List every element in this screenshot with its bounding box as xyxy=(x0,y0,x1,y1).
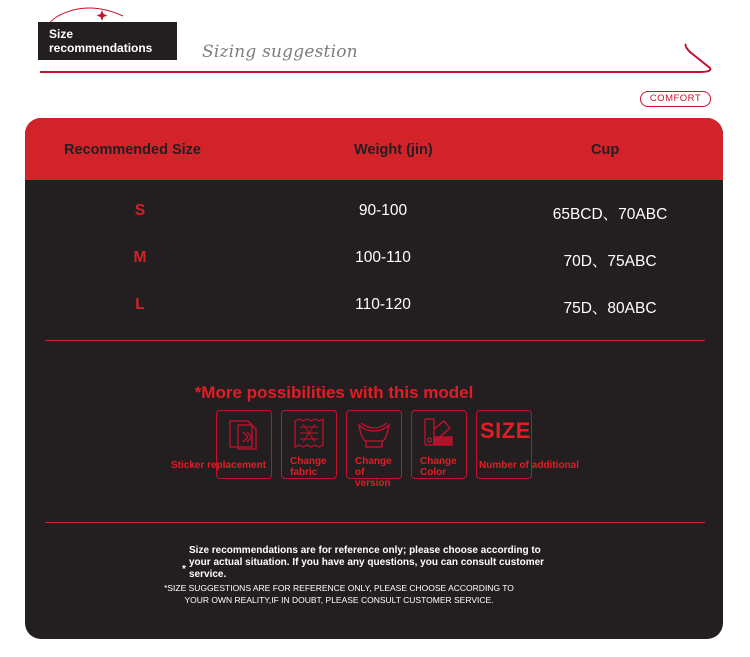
note-en-line-2: YOUR OWN REALITY,IF IN DOUBT, PLEASE CONSULT CUSTOMER SERVICE. xyxy=(184,595,494,605)
note-line-1: Size recommendations are for reference only; please choose according to xyxy=(189,545,541,556)
row-cup: 65BCD、70ABC xyxy=(552,206,668,223)
row-size: M xyxy=(133,249,147,266)
table-row xyxy=(25,296,723,326)
option-label: Sticker replacement xyxy=(171,460,267,471)
table-header xyxy=(25,118,723,180)
row-size: L xyxy=(135,296,145,313)
row-weight: 90-100 xyxy=(358,202,408,219)
divider xyxy=(45,522,705,523)
option-label-line-3: version xyxy=(355,478,391,489)
more-possibilities-title: *More possibilities with this model xyxy=(194,383,474,402)
note-line-2: your actual situation. If you have any questions, you can consult customer xyxy=(189,557,545,568)
table-row xyxy=(25,249,723,279)
row-cup: 70D、75ABC xyxy=(563,253,657,270)
option-label-line-1: Change xyxy=(290,456,327,467)
reference-note xyxy=(189,545,589,581)
color-swatch-icon xyxy=(421,415,457,451)
option-label-line-1: Change xyxy=(355,456,392,467)
reference-note-uppercase xyxy=(25,582,723,606)
fabric-icon xyxy=(291,415,327,451)
option-label: Number of additional xyxy=(479,460,579,471)
option-change-version xyxy=(346,410,402,489)
note-en-line-1: *SIZE SUGGESTIONS ARE FOR REFERENCE ONLY, PLEASE CHOOSE ACCORDING TO xyxy=(164,583,514,593)
option-label-line-2: fabric xyxy=(290,467,318,478)
table-row xyxy=(25,202,723,232)
size-recommendations-badge xyxy=(38,22,177,60)
bra-version-icon xyxy=(356,415,392,451)
header-recommended-size: Recommended Size xyxy=(64,142,201,158)
option-label-line-2: Color xyxy=(420,467,447,478)
row-size: S xyxy=(134,202,146,219)
option-label-line-2: of xyxy=(355,467,365,478)
row-cup: 75D、80ABC xyxy=(563,300,657,317)
badge-line-2: recommendations xyxy=(49,41,153,55)
comfort-badge: COMFORT xyxy=(640,91,711,107)
sticker-replacement-icon xyxy=(226,415,262,451)
note-line-3: service. xyxy=(189,569,227,580)
size-card xyxy=(25,118,723,639)
badge-line-1: Size xyxy=(49,27,74,41)
row-weight: 100-110 xyxy=(355,249,411,266)
note-star: * xyxy=(182,564,186,575)
option-change-color xyxy=(411,410,467,479)
page-title: Sizing suggestion xyxy=(202,42,358,62)
option-label-line-1: Change xyxy=(420,456,457,467)
row-weight: 110-120 xyxy=(355,296,411,313)
size-icon: SIZE xyxy=(480,418,531,443)
option-change-fabric xyxy=(281,410,337,479)
header-cup: Cup xyxy=(591,142,620,158)
header-weight: Weight (jin) xyxy=(354,142,433,158)
divider xyxy=(45,340,705,341)
